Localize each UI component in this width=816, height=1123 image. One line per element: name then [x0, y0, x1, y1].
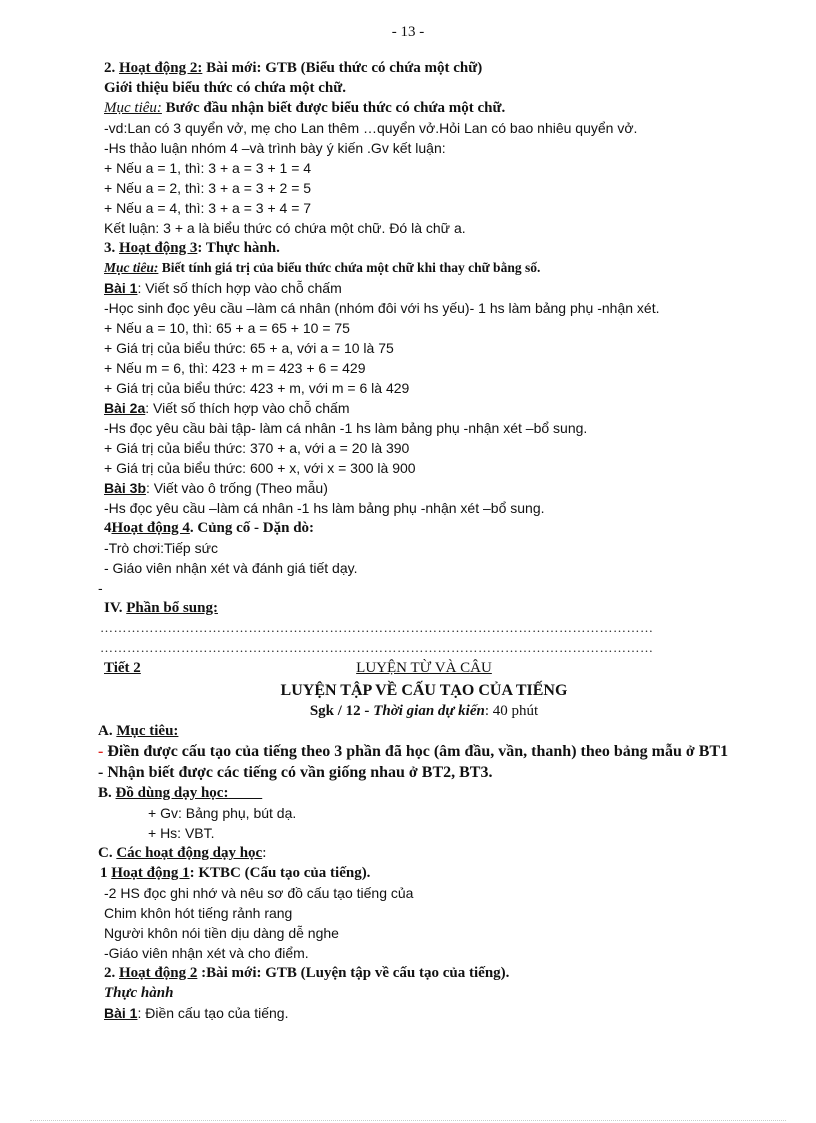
activity-text: -2 HS đọc ghi nhớ và nêu sơ đồ cấu tạo tiếng của: [104, 885, 414, 901]
example-text: -vd:Lan có 3 quyển vở, mẹ cho Lan thêm …quyển vở.Hỏi Lan có bao nhiêu quyển vở.: [104, 120, 638, 136]
materials-item: + Gv: Bảng phụ, bút dạ.: [148, 805, 297, 821]
objective-item: - Điền được cấu tạo của tiếng theo 3 phần đã học (âm đầu, vần, thanh) theo bảng mẫu ở BT1: [98, 743, 729, 760]
activity-text: -Giáo viên nhận xét và cho điểm.: [104, 945, 309, 961]
exercise-step: + Nếu m = 6, thì: 423 + m = 423 + 6 = 429: [104, 360, 366, 376]
exercise-step: + Giá trị của biểu thức: 600 + x, với x = 300 là 900: [104, 460, 416, 476]
subject-title: LUYỆN TỪ VÀ CÂU: [356, 660, 492, 676]
exercise-text: -Hs đọc yêu cầu bài tập- làm cá nhân -1 hs làm bảng phụ -nhận xét –bổ sung.: [104, 420, 588, 436]
example-step: + Nếu a = 2, thì: 3 + a = 3 + 2 = 5: [104, 180, 312, 196]
exercise-text: -Học sinh đọc yêu cầu –làm cá nhân (nhóm đôi với hs yếu)- 1 hs làm bảng phụ -nhận xét.: [104, 300, 660, 316]
discussion-text: -Hs thảo luận nhóm 4 –và trình bày ý kiến .Gv kết luận:: [104, 140, 446, 156]
lesson-meta: Sgk / 12 - Thời gian dự kiến: 40 phút: [309, 703, 539, 719]
activity-2-new-heading: 2. Hoạt động 2 :Bài mới: GTB (Luyện tập về cấu tạo của tiếng).: [104, 965, 510, 981]
exercise-heading: Bài 1: Viết số thích hợp vào chỗ chấm: [104, 280, 342, 296]
objective-line: Mục tiêu: Biết tính giá trị của biểu thức chứa một chữ khi thay chữ bằng số.: [104, 260, 541, 275]
materials-item: + Hs: VBT.: [148, 825, 215, 841]
section-c-heading: C. Các hoạt động dạy học:: [98, 845, 267, 861]
poem-line: Người khôn nói tiền dịu dàng dễ nghe: [104, 925, 339, 941]
supplement-heading: IV. Phần bổ sung:: [104, 600, 218, 616]
exercise-heading: Bài 3b: Viết vào ô trống (Theo mẫu): [104, 480, 328, 496]
lesson-title: LUYỆN TẬP VỀ CẤU TẠO CỦA TIẾNG: [280, 682, 568, 699]
exercise-text: -Hs đọc yêu cầu –làm cá nhân -1 hs làm bảng phụ -nhận xét –bổ sung.: [104, 500, 545, 516]
activity-text: -Trò chơi:Tiếp sức: [104, 540, 218, 556]
lesson-period: Tiết 2: [104, 660, 141, 676]
footer-divider: [30, 1120, 786, 1121]
activity-4-heading: 4Hoạt động 4. Củng cố - Dặn dò:: [104, 520, 315, 536]
page-number: - 13 -: [391, 24, 425, 40]
activity-3-heading: 3. Hoạt động 3: Thực hành.: [104, 240, 280, 256]
activity-1-heading: 1 Hoạt động 1: KTBC (Cấu tạo của tiếng).: [100, 865, 371, 881]
objective-line: Mục tiêu: Bước đầu nhận biết được biểu thức có chứa một chữ.: [104, 100, 506, 116]
section-b-heading: B. Đồ dùng dạy học:: [98, 785, 229, 801]
poem-line: Chim khôn hót tiếng rảnh rang: [104, 905, 293, 921]
exercise-heading: Bài 2a: Viết số thích hợp vào chỗ chấm: [104, 400, 350, 416]
document-body: [98, 58, 744, 1023]
lesson-header-row: [104, 658, 744, 680]
exercise-step: + Giá trị của biểu thức: 423 + m, với m = 6 là 429: [104, 380, 410, 396]
dotted-line: ……………………………………………………………………………………………………………: [100, 640, 654, 655]
dotted-line: ……………………………………………………………………………………………………………: [100, 620, 654, 635]
practice-heading: Thực hành: [104, 985, 174, 1001]
conclusion-text: Kết luận: 3 + a là biểu thức có chứa một chữ. Đó là chữ a.: [104, 220, 466, 236]
activity-2-heading: 2. Hoạt động 2: Bài mới: GTB (Biểu thức có chứa một chữ): [104, 60, 483, 76]
example-step: + Nếu a = 1, thì: 3 + a = 3 + 1 = 4: [104, 160, 312, 176]
dash-line: -: [98, 580, 103, 596]
section-a-heading: A. Mục tiêu:: [98, 723, 179, 739]
example-step: + Nếu a = 4, thì: 3 + a = 3 + 4 = 7: [104, 200, 312, 216]
intro-heading: Giới thiệu biểu thức có chứa một chữ.: [104, 80, 346, 96]
objective-item: - Nhận biết được các tiếng có vần giống nhau ở BT2, BT3.: [98, 764, 493, 781]
exercise-step: + Giá trị của biểu thức: 370 + a, với a = 20 là 390: [104, 440, 410, 456]
exercise-heading: Bài 1: Điền cấu tạo của tiếng.: [104, 1005, 289, 1021]
exercise-step: + Nếu a = 10, thì: 65 + a = 65 + 10 = 75: [104, 320, 350, 336]
activity-text: - Giáo viên nhận xét và đánh giá tiết dạy.: [104, 560, 358, 576]
exercise-step: + Giá trị của biểu thức: 65 + a, với a = 10 là 75: [104, 340, 394, 356]
